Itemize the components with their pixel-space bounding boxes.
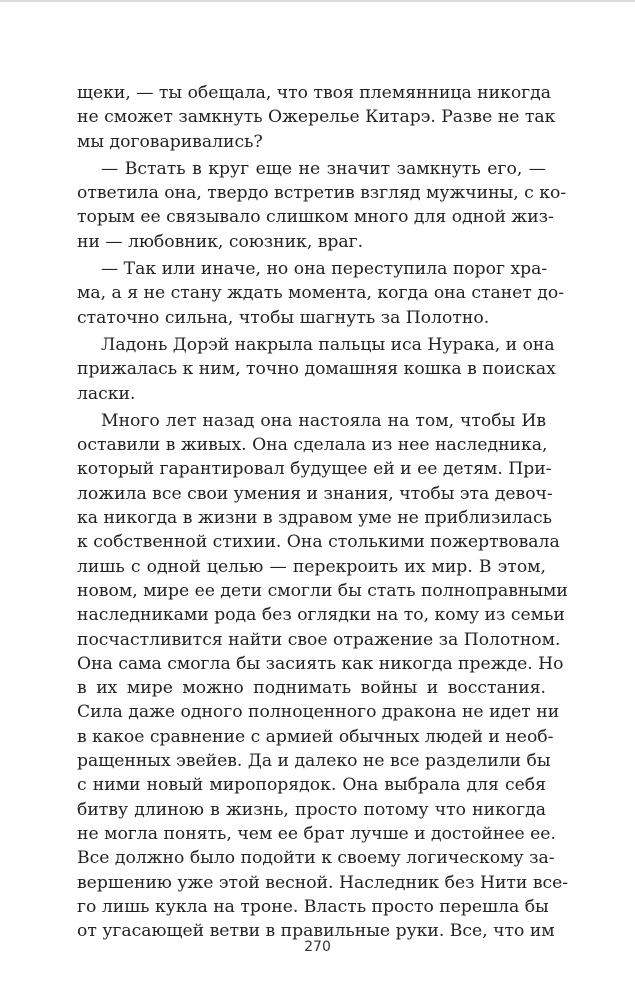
text-line: не сможет замкнуть Ожерелье Китарэ. Разве не так bbox=[77, 107, 556, 128]
text-line: наследниками рода без оглядки на то, кому из семьи bbox=[77, 605, 565, 626]
text-line: ни — любовник, союзник, враг. bbox=[77, 231, 364, 252]
text-line: оставили в живых. Она сделала из нее наследника, bbox=[77, 435, 548, 456]
text-line: ответила она, твердо встретив взгляд мужчины, с ко- bbox=[77, 183, 567, 204]
text-line: который гарантировал будущее ей и ее детям. При- bbox=[77, 459, 552, 480]
text-line: Сила даже одного полноценного дракона не идет ни bbox=[77, 702, 560, 723]
body-text bbox=[77, 81, 569, 943]
text-line: ласки. bbox=[77, 383, 136, 404]
text-line: — Встать в круг еще не значит замкнуть его, — bbox=[101, 158, 546, 179]
text-line: ка никогда в жизни в здравом уме не приблизилась bbox=[77, 508, 552, 529]
paragraph bbox=[77, 157, 567, 254]
text-line: лишь с одной целью — перекроить их мир. В этом, bbox=[77, 556, 546, 577]
text-line: к собственной стихии. Она столькими пожертвовала bbox=[77, 532, 560, 553]
text-line: посчастливится найти свое отражение за Полотном. bbox=[77, 629, 561, 650]
text-line: битву длиною в жизнь, просто потому что никогда bbox=[77, 799, 546, 820]
text-line: с ними новый миропорядок. Она выбрала для себя bbox=[77, 775, 546, 796]
text-line: в какое сравнение с армией обычных людей и необ- bbox=[77, 726, 554, 747]
text-line: Она сама смогла бы засиять как никогда прежде. Но bbox=[77, 653, 564, 674]
text-line: прижалась к ним, точно домашняя кошка в поисках bbox=[77, 359, 556, 380]
text-line: Все должно было подойти к своему логическому за- bbox=[77, 848, 555, 869]
paragraph bbox=[77, 333, 556, 406]
paragraph bbox=[77, 257, 565, 330]
text-line: — Так или иначе, но она переступила порог хра- bbox=[101, 259, 548, 280]
text-line: Много лет назад она настояла на том, чтобы Ив bbox=[101, 410, 546, 431]
text-line: в их мире можно поднимать войны и восстания. bbox=[77, 678, 546, 699]
text-line: ложила все свои умения и знания, чтобы эта девоч- bbox=[77, 483, 553, 504]
text-line: торым ее связывало слишком много для одной жиз- bbox=[77, 207, 554, 228]
paragraph bbox=[77, 81, 556, 154]
text-line: новом, мире ее дети смогли бы стать полноправными bbox=[77, 580, 568, 601]
page-number: 270 bbox=[304, 939, 331, 955]
text-line: мы договаривались? bbox=[77, 131, 263, 152]
text-line: от угасающей ветви в правильные руки. Все, что им bbox=[77, 921, 555, 942]
top-rule bbox=[0, 0, 635, 2]
text-line: статочно сильна, чтобы шагнуть за Полотно. bbox=[77, 307, 490, 328]
text-line: вершению уже этой весной. Наследник без Нити все- bbox=[77, 872, 569, 893]
text-line: не могла понять, чем ее брат лучше и достойнее ее. bbox=[77, 823, 556, 844]
text-line: ращенных эвейев. Да и далеко не все разделили бы bbox=[77, 751, 551, 772]
text-line: щеки, — ты обещала, что твоя племянница никогда bbox=[77, 83, 552, 103]
text-line: ма, а я не стану ждать момента, когда она станет до- bbox=[77, 283, 565, 304]
text-line: Ладонь Дорэй накрыла пальцы иса Нурака, и она bbox=[101, 334, 555, 355]
text-line: го лишь кукла на троне. Власть просто перешла бы bbox=[77, 896, 549, 917]
paragraph bbox=[77, 409, 569, 944]
